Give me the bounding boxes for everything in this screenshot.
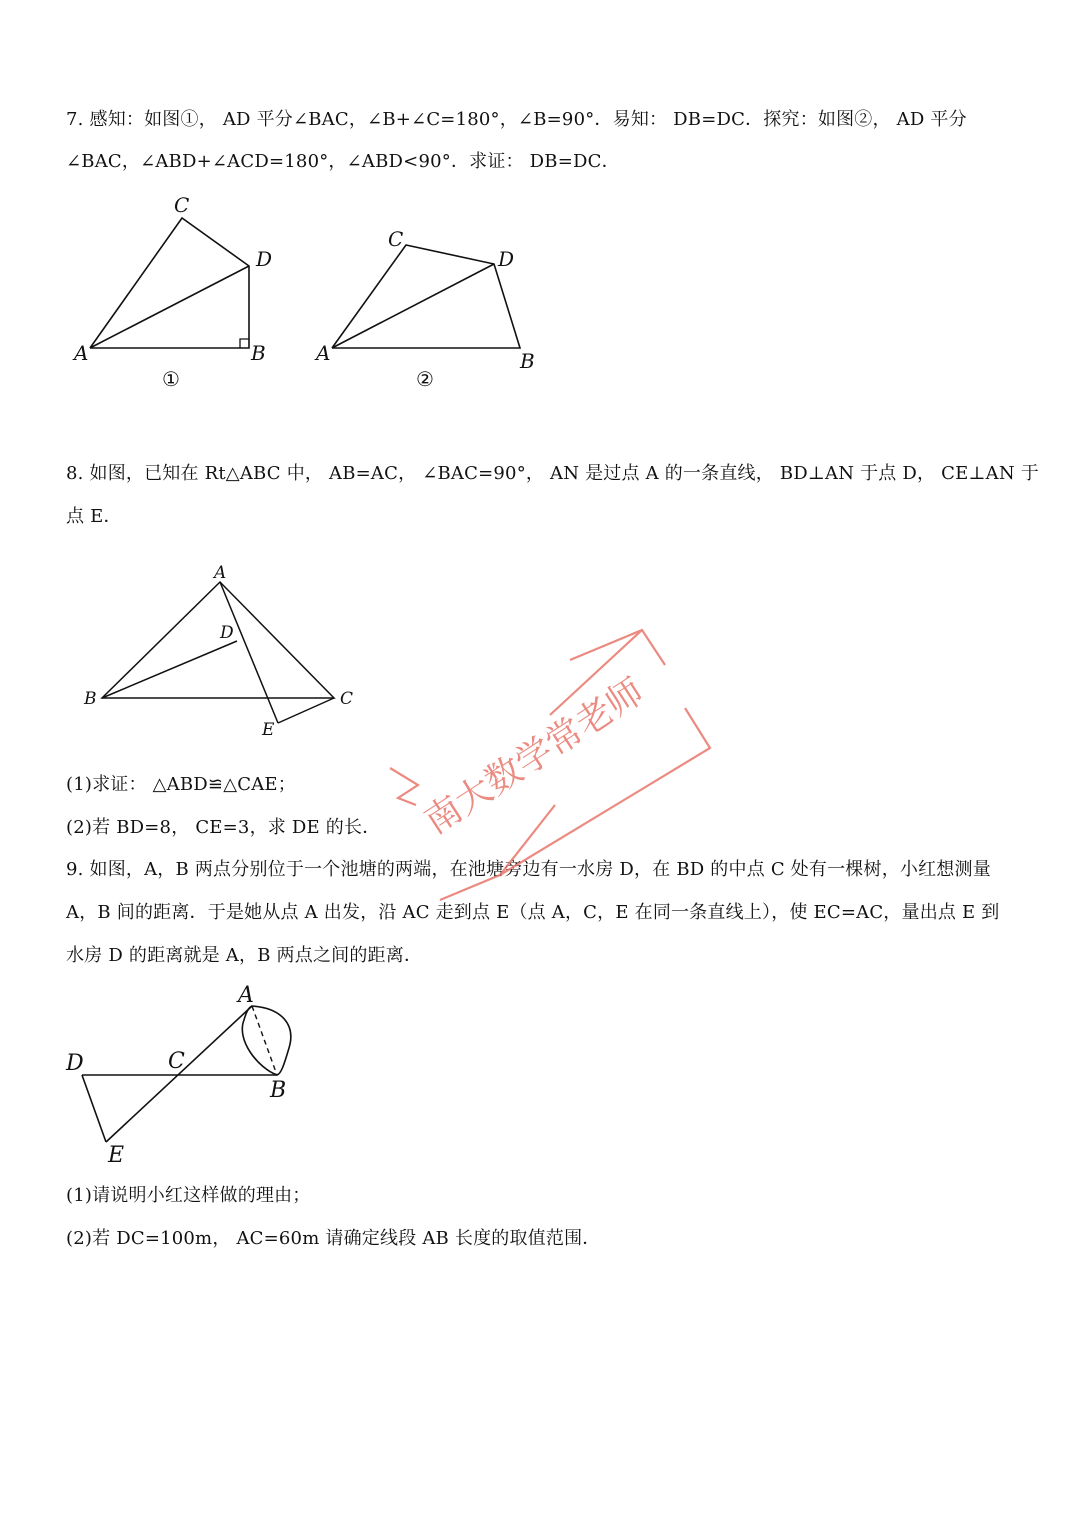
fig1-caption: ① — [162, 367, 180, 391]
q7-figure — [60, 190, 540, 400]
fig2-label-A: A — [316, 341, 331, 365]
q8-figure — [70, 560, 370, 750]
q8-label-A: A — [214, 563, 227, 583]
q9-label-B: B — [270, 1078, 287, 1103]
q8-label-D: D — [220, 623, 234, 643]
right-angle-mark — [240, 339, 249, 348]
q8-label-E: E — [262, 720, 275, 740]
fig2-label-D: D — [498, 247, 515, 271]
q7-text-line-1: 7. 感知：如图①， AD 平分∠BAC，∠B+∠C=180°，∠B=90°．易知： DB=DC．探究：如图②， AD 平分 — [66, 109, 967, 130]
q9-part-1: (1)请说明小红这样做的理由； — [66, 1185, 311, 1206]
q9-label-A: A — [238, 983, 254, 1008]
watermark-arrow-top — [570, 630, 665, 665]
q9-text-line-3: 水房 D 的距离就是 A，B 两点之间的距离． — [66, 945, 423, 966]
fig2-label-B: B — [520, 349, 535, 373]
q9-label-E: E — [108, 1143, 125, 1168]
fig2-caption: ② — [416, 367, 434, 391]
watermark-mark — [390, 768, 418, 805]
fig2-label-C: C — [388, 227, 404, 251]
q9-text-line-2: A，B 间的距离．于是她从点 A 出发，沿 AC 走到点 E（点 A，C，E 在同一条直线上），使 EC=AC，量出点 E 到 — [66, 902, 1000, 923]
q8-text-line-2: 点 E． — [66, 506, 122, 527]
q8-part-2: (2)若 BD=8， CE=3，求 DE 的长． — [66, 817, 381, 838]
q9-text-line-1: 9. 如图，A，B 两点分别位于一个池塘的两端，在池塘旁边有一水房 D，在 BD 的中点 C 处有一棵树，小红想测量 — [66, 859, 991, 880]
fig1-label-A: A — [74, 341, 89, 365]
q9-part-2: (2)若 DC=100m， AC=60m 请确定线段 AB 长度的取值范围． — [66, 1228, 601, 1249]
watermark-text: 南大数学常老师 — [417, 670, 652, 843]
q8-part-1: (1)求证： △ABD≌△CAE； — [66, 774, 296, 795]
fig1-label-D: D — [256, 247, 273, 271]
q7-text-line-2: ∠BAC，∠ABD+∠ACD=180°，∠ABD<90°．求证： DB=DC． — [66, 151, 620, 172]
q8-label-C: C — [340, 689, 354, 709]
q9-label-D: D — [66, 1051, 84, 1076]
q7-figure-2 — [314, 227, 535, 391]
q9-figure — [60, 980, 310, 1170]
q8-label-B: B — [84, 689, 97, 709]
q8-text-line-1: 8. 如图，已知在 Rt△ABC 中， AB=AC， ∠BAC=90°， AN 是过点 A 的一条直线， BD⊥AN 于点 D， CE⊥AN 于 — [66, 463, 1039, 484]
pond-outline — [242, 1006, 290, 1075]
q7-figure-1 — [72, 193, 272, 391]
q9-label-C: C — [168, 1049, 185, 1074]
fig1-label-B: B — [251, 341, 266, 365]
fig1-label-C: C — [174, 193, 190, 217]
